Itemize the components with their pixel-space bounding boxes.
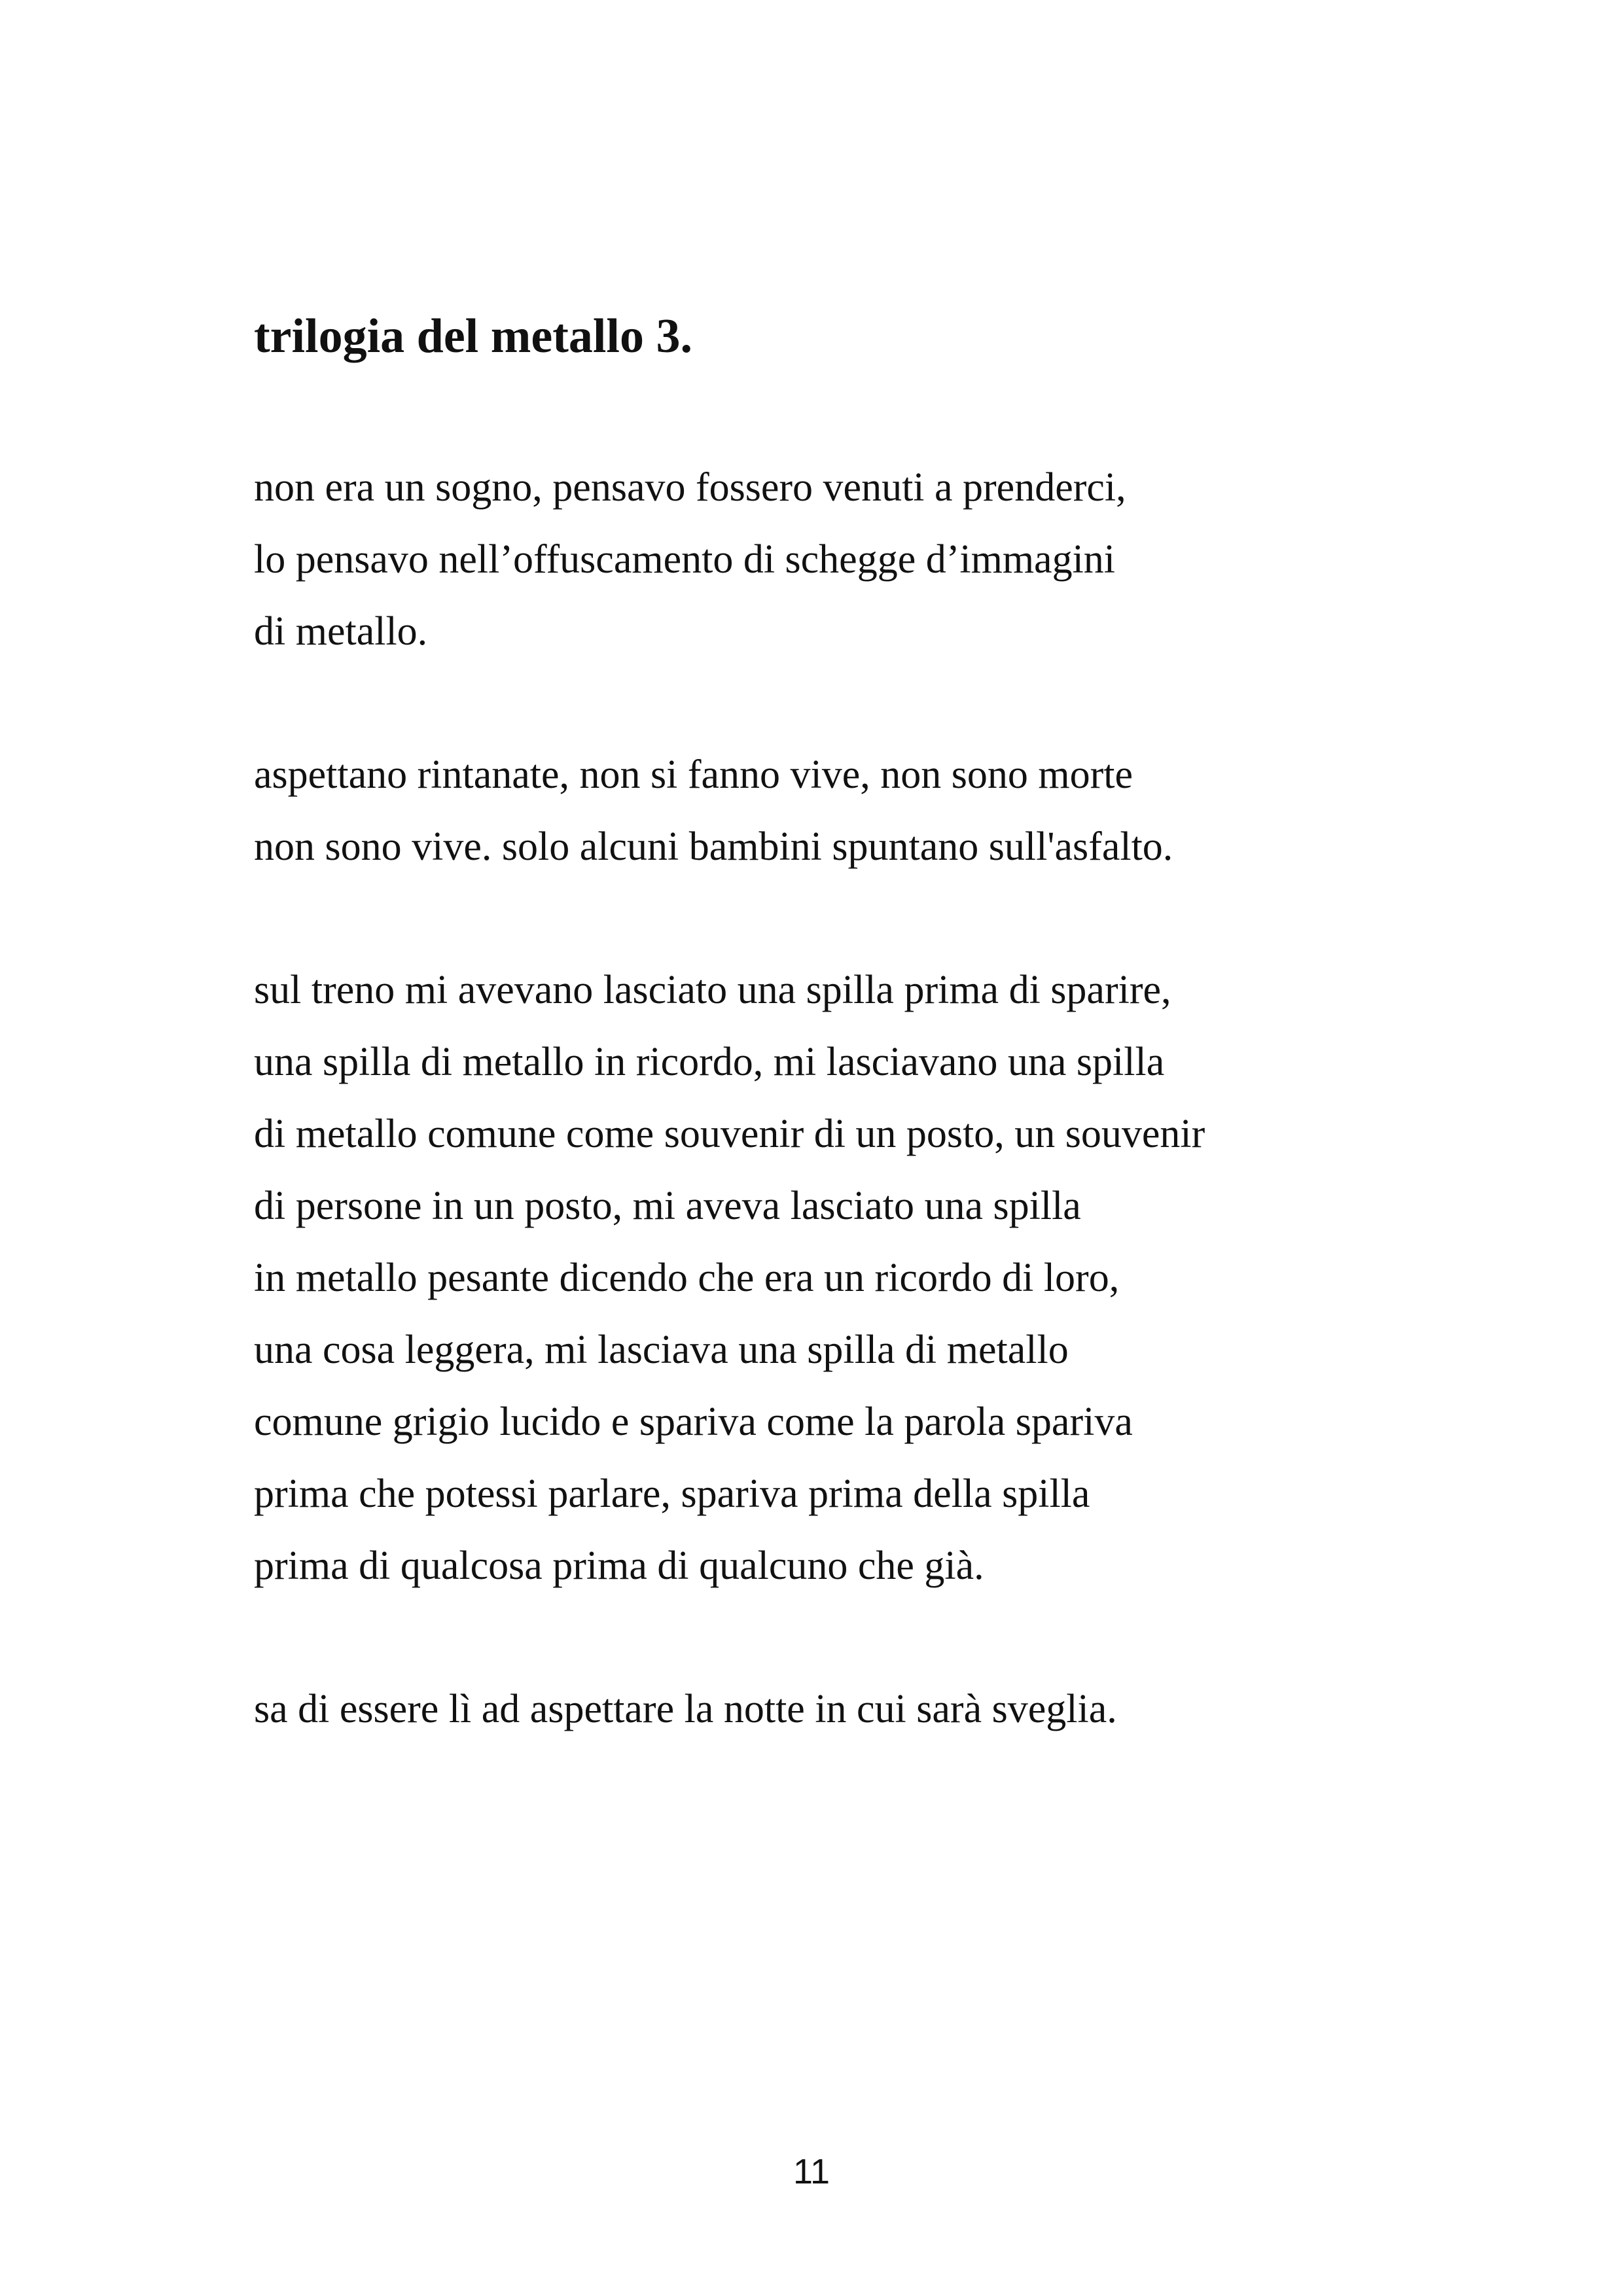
poem-title: trilogia del metallo 3.: [254, 309, 692, 363]
poem-line: di metallo.: [254, 609, 428, 654]
poem-line: sa di essere lì ad aspettare la notte in cui sarà sveglia.: [254, 1687, 1117, 1731]
poem-line: lo pensavo nell’offuscamento di schegge d’immagini: [254, 537, 1116, 582]
poem-line: aspettano rintanate, non si fanno vive, non sono morte: [254, 752, 1133, 797]
poem-line: sul treno mi avevano lasciato una spilla prima di sparire,: [254, 968, 1171, 1012]
poem-line: di metallo comune come souvenir di un posto, un souvenir: [254, 1112, 1205, 1156]
poem-line: prima che potessi parlare, spariva prima della spilla: [254, 1472, 1090, 1516]
poem-line: una cosa leggera, mi lasciava una spilla di metallo: [254, 1328, 1069, 1372]
stanza-2: [254, 739, 1563, 883]
stanza-1: [254, 451, 1563, 667]
poem-line: una spilla di metallo in ricordo, mi lasciavano una spilla: [254, 1040, 1165, 1084]
poem-line: comune grigio lucido e spariva come la parola spariva: [254, 1400, 1133, 1444]
page-number: 11: [793, 2152, 830, 2191]
poem-body: [254, 451, 1563, 1816]
poem-line: di persone in un posto, mi aveva lasciato una spilla: [254, 1184, 1081, 1228]
poem-line: non sono vive. solo alcuni bambini spuntano sull'asfalto.: [254, 824, 1173, 869]
stanza-4: [254, 1673, 1563, 1745]
poem-line: non era un sogno, pensavo fossero venuti a prenderci,: [254, 465, 1126, 510]
poem-line: in metallo pesante dicendo che era un ricordo di loro,: [254, 1256, 1120, 1300]
poem-line: prima di qualcosa prima di qualcuno che già.: [254, 1544, 984, 1588]
stanza-3: [254, 954, 1563, 1602]
